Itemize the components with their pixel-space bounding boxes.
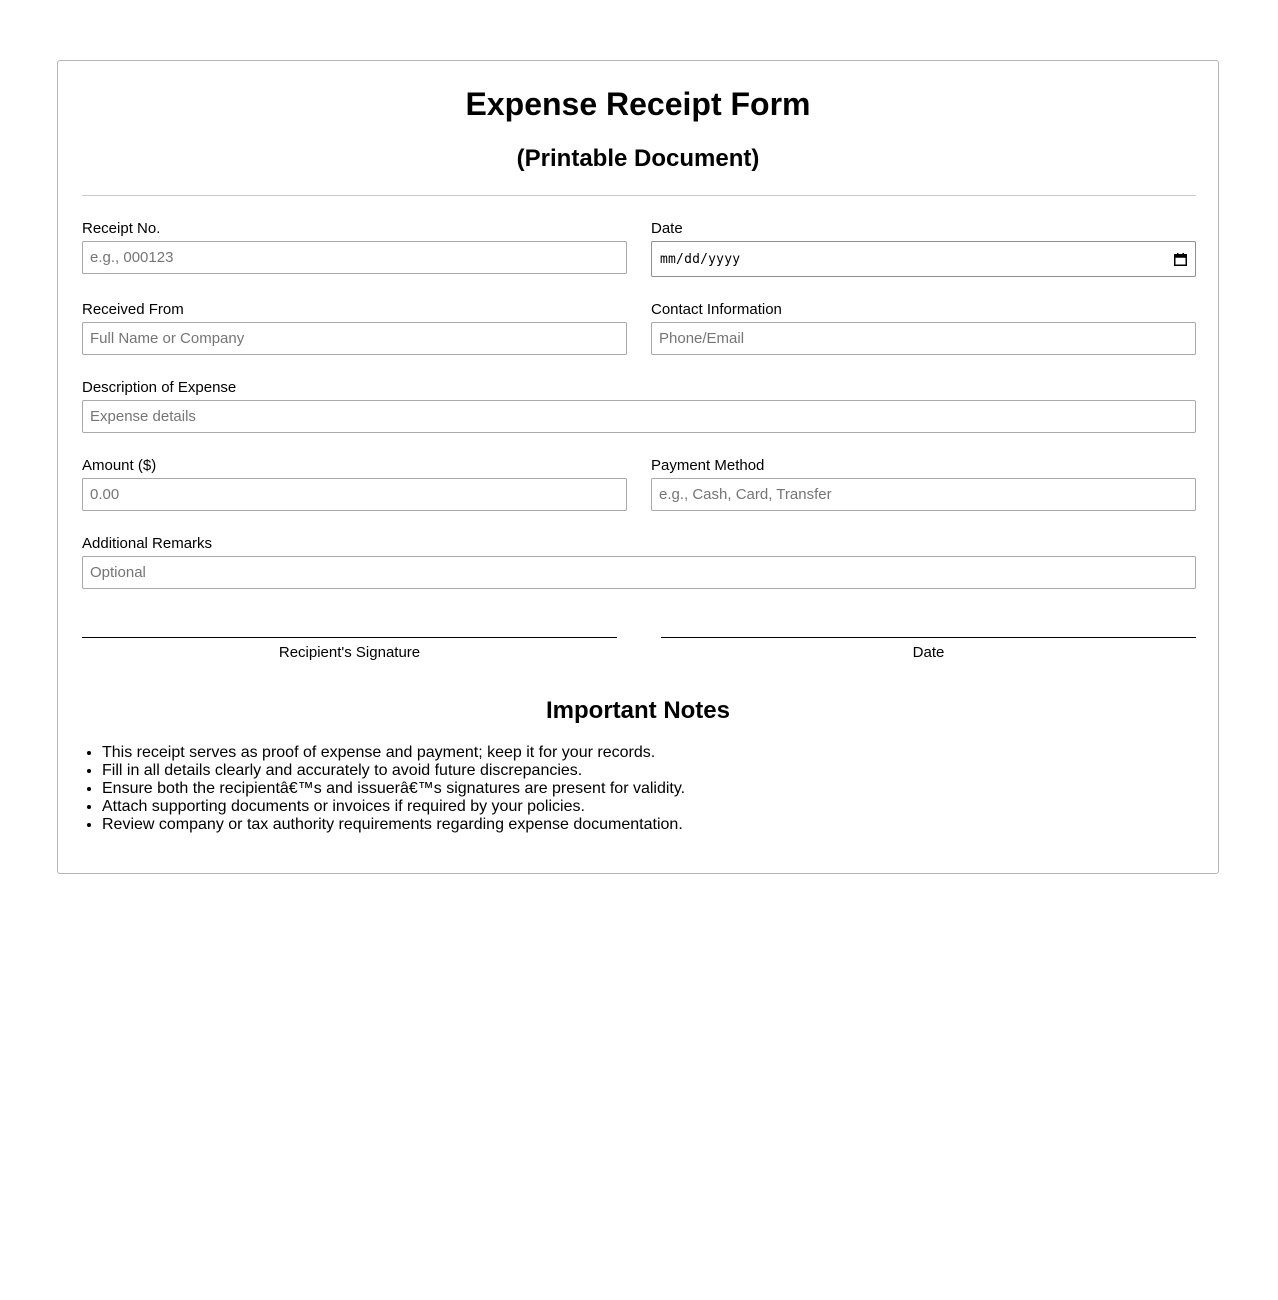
- form-title: Expense Receipt Form: [465, 86, 811, 122]
- signature-date-label: Date: [912, 644, 945, 661]
- remarks-input[interactable]: [82, 556, 1196, 589]
- recipient-signature-label: Recipient's Signature: [278, 644, 421, 661]
- payment-method-input[interactable]: [651, 478, 1196, 511]
- list-item: • Fill in all details clearly and accurately to avoid future discrepancies.: [102, 762, 685, 780]
- date-label: Date: [651, 220, 683, 237]
- list-item: • Ensure both the recipientâ€™s and issuerâ€™s signatures are present for validity.: [102, 780, 685, 798]
- notes-list: [82, 744, 685, 834]
- header-divider: [82, 195, 1196, 196]
- contact-input[interactable]: [651, 322, 1196, 355]
- contact-label: Contact Information: [651, 301, 782, 318]
- description-label: Description of Expense: [82, 379, 237, 396]
- signature-date-line: [661, 637, 1196, 638]
- received-from-input[interactable]: [82, 322, 627, 355]
- receipt-no-label: Receipt No.: [82, 220, 161, 237]
- recipient-signature-line: [82, 637, 617, 638]
- form-subtitle: (Printable Document): [516, 145, 760, 172]
- payment-method-label: Payment Method: [651, 457, 765, 474]
- receipt-form-card: [57, 60, 1219, 874]
- list-item: • This receipt serves as proof of expense and payment; keep it for your records.: [102, 744, 685, 762]
- remarks-label: Additional Remarks: [82, 535, 213, 552]
- receipt-no-input[interactable]: [82, 241, 627, 274]
- list-item: • Attach supporting documents or invoices if required by your policies.: [102, 798, 685, 816]
- date-input[interactable]: [651, 241, 1196, 277]
- amount-input[interactable]: [82, 478, 627, 511]
- date-input-placeholder: mm/dd/yyyy: [660, 251, 741, 267]
- description-input[interactable]: [82, 400, 1196, 433]
- received-from-label: Received From: [82, 301, 184, 318]
- list-item: • Review company or tax authority requirements regarding expense documentation.: [102, 816, 685, 834]
- calendar-icon[interactable]: [1174, 253, 1187, 266]
- notes-title: Important Notes: [545, 697, 730, 724]
- amount-label: Amount ($): [82, 457, 157, 474]
